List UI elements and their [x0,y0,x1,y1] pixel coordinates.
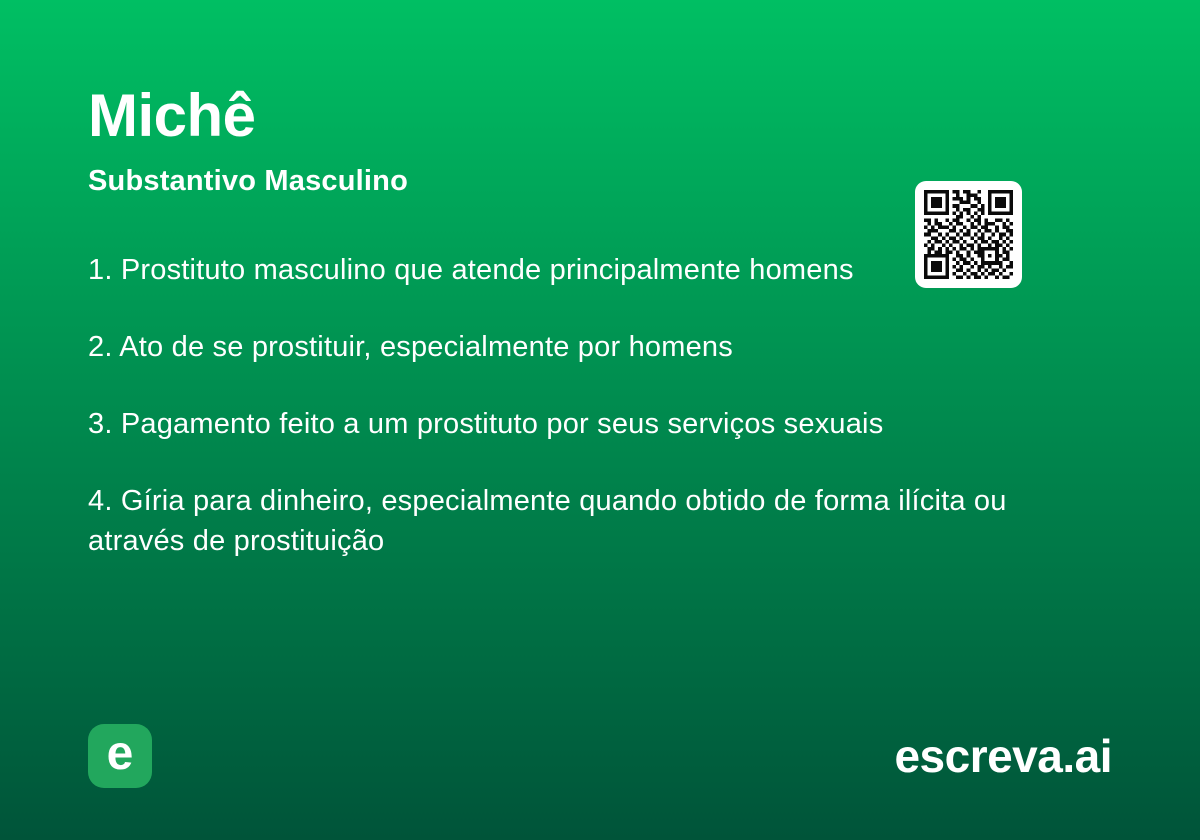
brand-logo-letter: e [106,727,134,780]
card-header [88,84,1112,198]
word-class-subtitle: Substantivo Masculino [88,165,409,197]
page-title: Michê [88,82,256,149]
brand-wordmark: escreva.ai [894,730,1112,782]
qr-code-icon [924,190,1013,279]
definition-item-4: 4. Gíria para dinheiro, especialmente quando obtido de forma ilícita ou através de prostituição [88,485,1007,558]
definition-item-2: 2. Ato de se prostituir, especialmente por homens [88,331,733,364]
qr-code [915,181,1022,288]
definition-item-1: 1. Prostituto masculino que atende principalmente homens [88,254,854,286]
card-footer [0,724,1200,788]
definition-item-3: 3. Pagamento feito a um prostituto por seus serviços sexuais [88,408,884,441]
brand-logo [88,724,152,788]
definitions-list [88,250,1068,561]
